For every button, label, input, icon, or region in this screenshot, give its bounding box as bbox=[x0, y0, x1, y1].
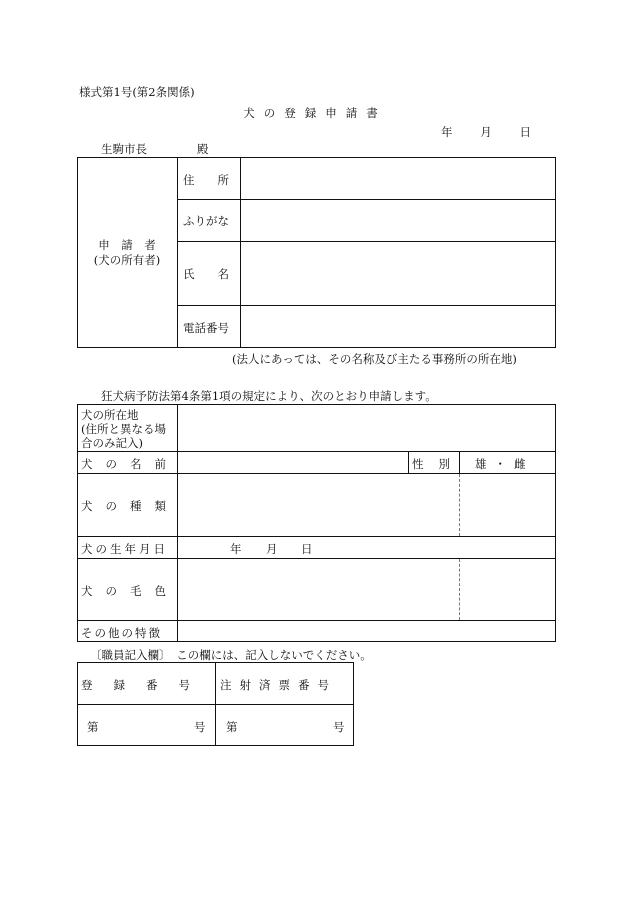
dog-name-label: 犬の名前 bbox=[81, 457, 179, 471]
applicant-owner-label: (犬の所有者) bbox=[93, 253, 161, 267]
inj-go: 号 bbox=[333, 720, 345, 734]
birth-day: 日 bbox=[301, 542, 313, 556]
dog-location-label: 犬の所在地 bbox=[81, 408, 139, 422]
phone-field[interactable] bbox=[241, 306, 555, 347]
address-field[interactable] bbox=[241, 158, 555, 199]
dog-color-label: 犬の毛色 bbox=[81, 584, 179, 598]
color-dashed-divider bbox=[459, 559, 460, 620]
sex-divider-1 bbox=[408, 451, 409, 473]
date-day: 日 bbox=[519, 125, 531, 139]
birth-month: 月 bbox=[266, 542, 278, 556]
dog-location-note-2: 合のみ記入) bbox=[81, 436, 143, 450]
applicant-label: 申 請 者 bbox=[98, 238, 156, 252]
dog-location-field[interactable] bbox=[178, 405, 555, 451]
furigana-field[interactable] bbox=[241, 200, 555, 241]
reg-dai: 第 bbox=[87, 720, 99, 734]
birth-year: 年 bbox=[230, 542, 242, 556]
sex-divider-2 bbox=[459, 451, 460, 473]
sex-options[interactable]: 雄・雌 bbox=[475, 457, 534, 471]
registration-number-label: 登録番号 bbox=[81, 678, 211, 692]
honorific: 殿 bbox=[197, 142, 209, 156]
applicant-col-divider-1 bbox=[177, 157, 178, 348]
phone-label: 電話番号 bbox=[183, 321, 229, 335]
dog-birth-label: 犬の生年月日 bbox=[81, 542, 168, 556]
injection-tag-number-label: 注射済票番号 bbox=[220, 678, 337, 692]
date-line bbox=[441, 124, 531, 140]
date-month: 月 bbox=[480, 125, 492, 139]
dog-row-divider-3 bbox=[77, 536, 556, 537]
dog-breed-label: 犬の種類 bbox=[81, 499, 179, 513]
reg-go: 号 bbox=[194, 720, 206, 734]
dog-breed-field[interactable] bbox=[178, 474, 555, 536]
application-statement: 狂犬病予防法第4条第1項の規定により、次のとおり申請します。 bbox=[101, 389, 437, 403]
address-label: 住 所 bbox=[183, 173, 229, 187]
dog-features-label: その他の特徴 bbox=[81, 626, 162, 640]
dog-color-field[interactable] bbox=[178, 559, 555, 620]
staff-row-divider bbox=[77, 704, 354, 705]
dog-location-note-1: (住所と異なる場 bbox=[81, 422, 166, 436]
addressee: 生駒市長 bbox=[101, 142, 147, 156]
name-field[interactable] bbox=[241, 242, 555, 305]
dog-name-field[interactable] bbox=[178, 452, 408, 473]
corporation-note: (法人にあっては、その名称及び主たる事務所の所在地) bbox=[232, 352, 517, 366]
furigana-label: ふりがな bbox=[183, 214, 229, 228]
name-label: 氏 名 bbox=[183, 267, 229, 281]
breed-dashed-divider bbox=[459, 474, 460, 536]
staff-use-note: 〔職員記入欄〕 この欄には、記入しないでください。 bbox=[90, 648, 372, 662]
dog-features-field[interactable] bbox=[178, 621, 555, 641]
sex-label: 性別 bbox=[412, 457, 465, 471]
document-title: 犬の登録申請書 bbox=[243, 106, 387, 120]
form-number-label: 様式第1号(第2条関係) bbox=[79, 85, 195, 99]
date-year: 年 bbox=[441, 125, 453, 139]
inj-dai: 第 bbox=[226, 720, 238, 734]
